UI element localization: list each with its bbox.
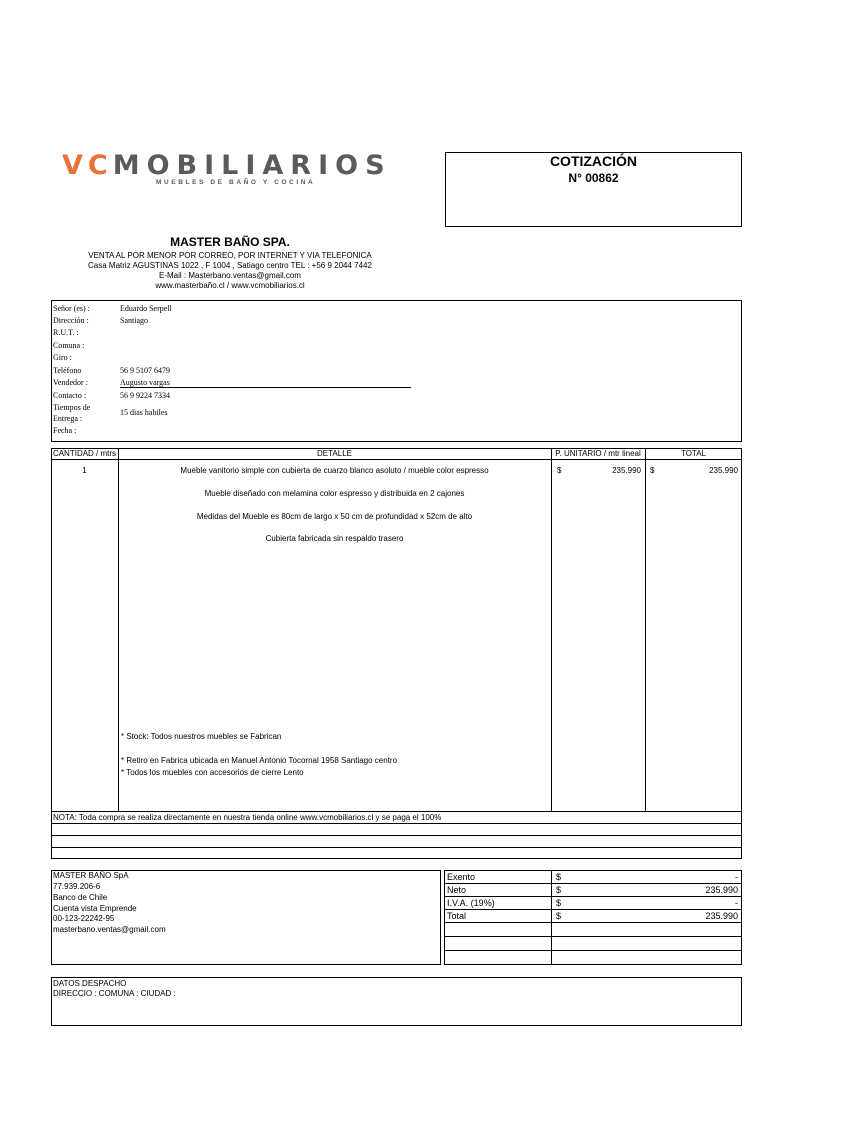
logo-mobiliarios: MOBILIARIOS <box>112 150 392 181</box>
company-line2: Casa Matriz AGUSTINAS 1022 , F 1004 , Satiago centro TEL : +56 9 2044 7442 <box>88 261 372 270</box>
giro-label: Giro : <box>53 353 72 362</box>
row-unit-value: 235.990 <box>612 466 641 475</box>
header-detalle: DETALLE <box>317 449 352 458</box>
col-divider-1 <box>118 448 119 812</box>
bank-line-2: 77.939.206-6 <box>53 882 101 891</box>
totals-line-6 <box>444 950 742 951</box>
nota-left-edge <box>51 812 52 858</box>
company-line1: VENTA AL POR MENOR POR CORREO, POR INTERNET Y VIA TELEFONICA <box>88 251 372 260</box>
totals-line-5 <box>444 936 742 937</box>
header-total: TOTAL <box>680 449 707 458</box>
row-total-currency: $ <box>650 466 655 475</box>
items-header-divider <box>51 459 742 460</box>
total-currency: $ <box>556 911 562 921</box>
vendedor-value: Augusto vargas <box>120 378 170 387</box>
note-accesorios: * Todos los muebles con accesorios de cierre Lento <box>121 768 304 777</box>
rut-label: R.U.T. : <box>53 328 79 337</box>
note-retiro: * Retiro en Fabrica ubicada en Manuel Antonio Tocornal 1958 Santiago centro <box>121 756 398 765</box>
neto-value: 235.990 <box>705 885 738 895</box>
nota-row-line-1 <box>51 823 742 824</box>
nota-row-line-4 <box>51 858 742 859</box>
contacto-label: Contacto : <box>53 391 87 400</box>
company-email: E-Mail : Masterbano.ventas@gmail.com <box>159 271 301 280</box>
bank-line-1: MASTER BAÑO SpA <box>53 871 129 880</box>
totals-line-4 <box>444 922 742 923</box>
direccion-label: Dirección : <box>53 316 89 325</box>
row-detalle-4: Cubierta fabricada sin respaldo trasero <box>265 534 404 543</box>
despacho-fields: DIRECCIO : COMUNA : CIUDAD : <box>53 989 176 998</box>
exento-currency: $ <box>556 872 562 882</box>
col-divider-2 <box>551 448 552 812</box>
logo-subtitle: MUEBLES DE BAÑO Y COCINA <box>156 179 316 186</box>
company-logo <box>62 150 392 181</box>
tiempos-label-1: Tiempos de <box>53 403 91 412</box>
telefono-value: 56 9 5107 6479 <box>120 366 170 375</box>
nota-right-edge <box>741 812 742 858</box>
row-unit-currency: $ <box>557 466 562 475</box>
company-name: MASTER BAÑO SPA. <box>170 235 290 249</box>
note-stock: * Stock: Todos nuestros muebles se Fabrican <box>121 732 282 741</box>
header-unitario: P. UNITARIO / mtr lineal <box>555 449 641 458</box>
senor-value: Eduardo Serpell <box>120 304 172 313</box>
row-detalle-3: Medidas del Mueble es 80cm de largo x 50 cm de profundidad x 52cm de alto <box>196 512 473 521</box>
row-detalle-1: Mueble vanitorio simple con cubierta de cuarzo blanco asoluto / mueble color espresso <box>180 466 489 475</box>
total-value: 235.990 <box>705 911 738 921</box>
bank-line-3: Banco de Chile <box>53 893 108 902</box>
bank-line-5: 00-123-22242-95 <box>53 914 115 923</box>
bank-line-4: Cuenta vista Emprende <box>53 904 137 913</box>
fecha-label: Fecha : <box>53 426 77 435</box>
nota-text: NOTA: Toda compra se realiza directamente en nuestra tienda online www.vcmobiliarios.cl y se paga el 100% <box>53 813 442 822</box>
direccion-value: Santiago <box>120 316 148 325</box>
nota-row-line-3 <box>51 847 742 848</box>
row-total-value: 235.990 <box>709 466 738 475</box>
bank-line-6: masterbano.ventas@gmail.com <box>53 925 166 934</box>
total-label: Total <box>447 911 467 921</box>
row-detalle-2: Mueble diseñado con melamina color espresso y distribuida en 2 cajones <box>204 489 465 498</box>
tiempos-label-2: Entrega : <box>53 414 83 423</box>
exento-label: Exento <box>447 872 476 882</box>
header-cantidad: CANTIDAD / mtrs <box>52 449 117 458</box>
iva-currency: $ <box>556 898 562 908</box>
vendedor-label: Vendedor : <box>53 378 88 387</box>
iva-value: - <box>735 898 738 908</box>
iva-label: I.V.A. (19%) <box>447 898 495 908</box>
quote-number: N° 00862 <box>568 171 619 185</box>
neto-currency: $ <box>556 885 562 895</box>
despacho-title: DATOS DESPACHO <box>53 979 127 988</box>
row-cantidad: 1 <box>82 466 87 475</box>
neto-label: Neto <box>447 885 467 895</box>
contacto-value: 56 9 9224 7334 <box>120 391 170 400</box>
logo-vc: VC <box>62 150 113 181</box>
comuna-label: Comuna : <box>53 341 85 350</box>
totals-line-1 <box>444 883 742 884</box>
totals-line-3 <box>444 909 742 910</box>
senor-label: Señor (es) : <box>53 304 90 313</box>
telefono-label: Teléfono <box>53 366 82 375</box>
tiempos-value: 15 dias habiles <box>120 408 168 417</box>
company-web: www.masterbaño.cl / www.vcmobiliarios.cl <box>155 281 305 290</box>
despacho-box <box>51 977 742 1026</box>
nota-row-line-2 <box>51 835 742 836</box>
col-divider-3 <box>645 448 646 812</box>
vendedor-underline <box>120 387 411 388</box>
totals-line-2 <box>444 896 742 897</box>
exento-value: - <box>735 872 738 882</box>
quote-title: COTIZACIÓN <box>549 153 638 169</box>
